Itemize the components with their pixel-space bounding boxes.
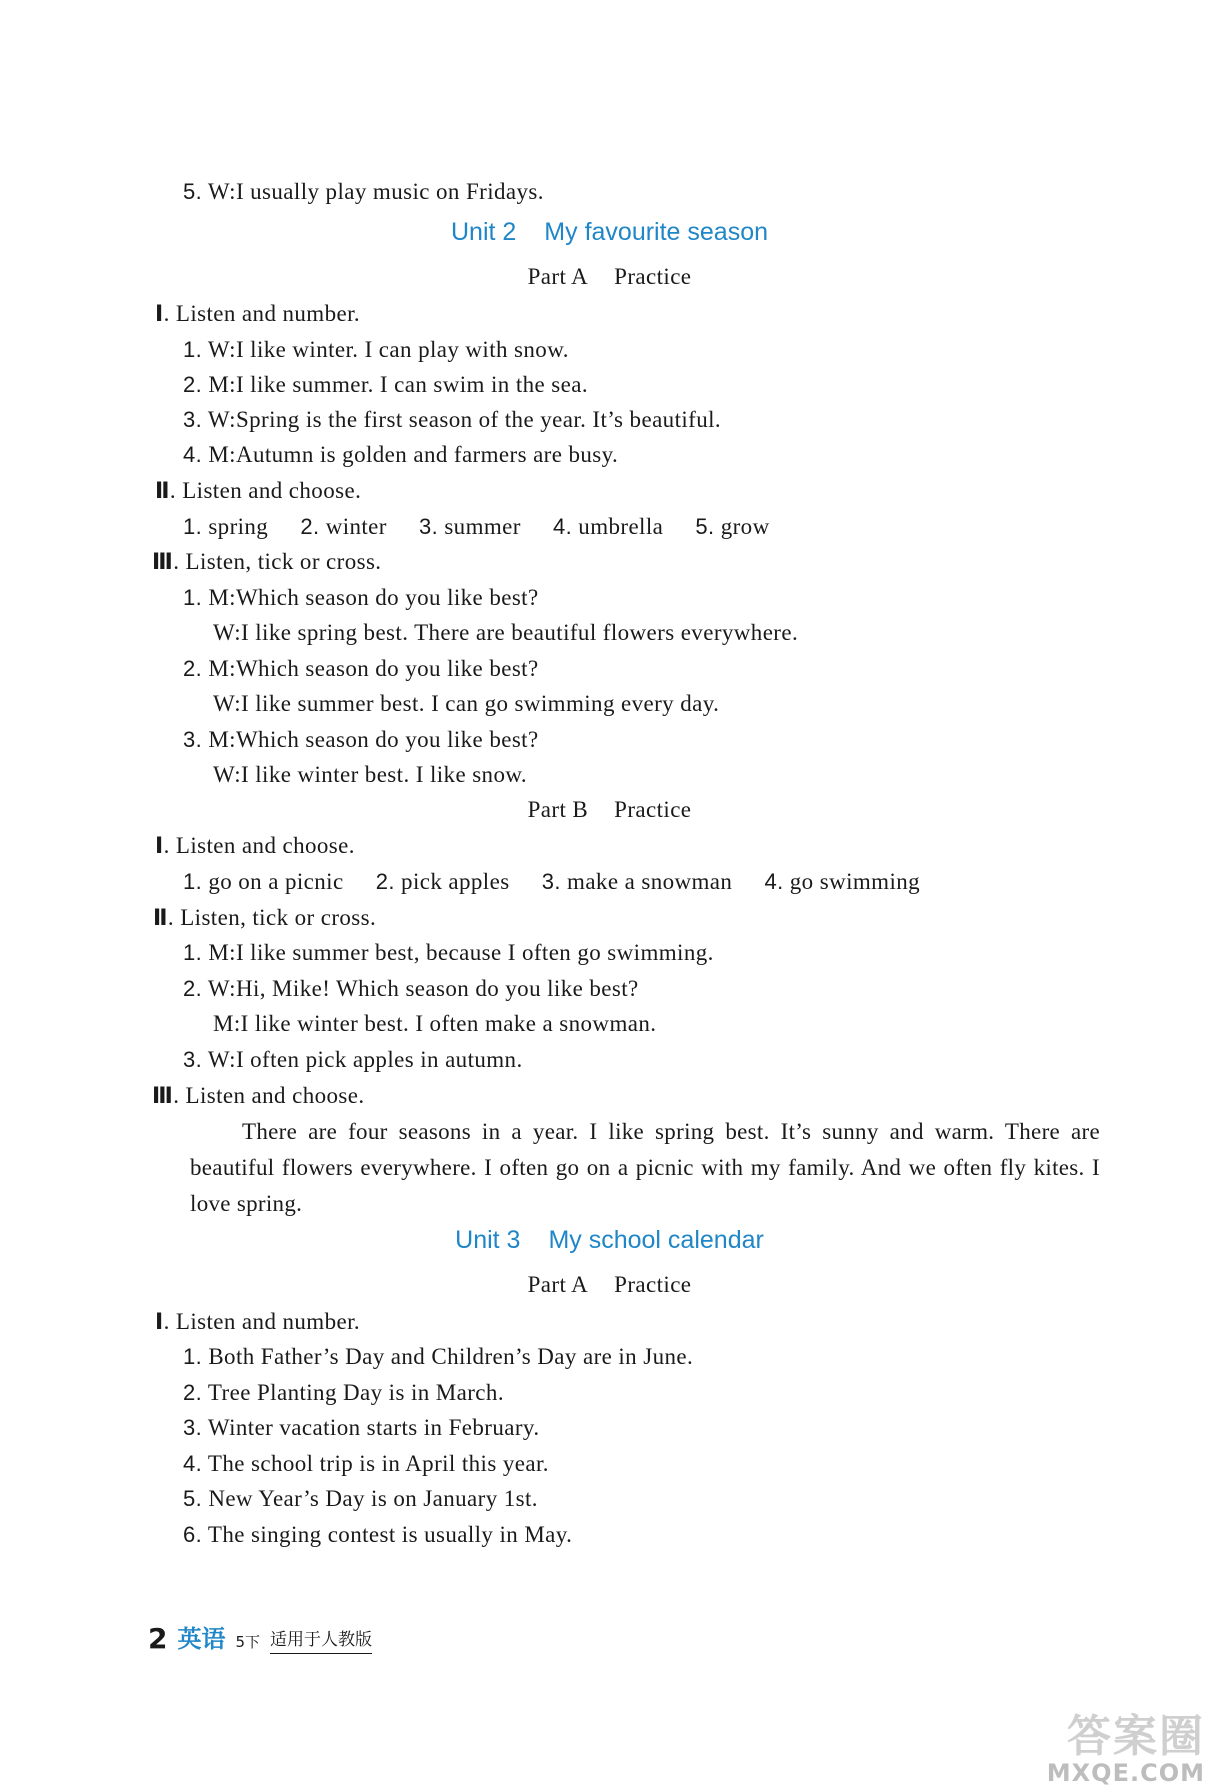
list-item: 1. M:I like summer best, because I often go swimming. [183, 940, 714, 965]
list-item: 6. The singing contest is usually in May. [183, 1522, 573, 1547]
subject-label: 英语 [177, 1625, 226, 1653]
edition-label: 适用于人教版 [270, 1628, 372, 1654]
answer-line: 5. W:I usually play music on Fridays. [183, 179, 544, 204]
list-item: 3. Winter vacation starts in February. [183, 1415, 540, 1440]
grade-label: 5下 [235, 1633, 261, 1651]
section-heading: Ⅰ. Listen and number. [155, 301, 361, 327]
answer-row: 1. go on a picnic 2. pick apples 3. make a snowman 4. go swimming [183, 869, 921, 894]
list-item: 2. W:Hi, Mike! Which season do you like best? [183, 976, 639, 1001]
page-footer [148, 1620, 372, 1654]
part-heading: Part A Practice [527, 264, 692, 289]
page-number: 2 [148, 1622, 168, 1655]
list-item: 4. M:Autumn is golden and farmers are busy. [183, 442, 619, 467]
list-item-reply: W:I like summer best. I can go swimming every day. [213, 691, 720, 716]
part-heading: Part A Practice [527, 1272, 692, 1297]
list-item: 1. Both Father’s Day and Children’s Day are in June. [183, 1344, 694, 1369]
unit-heading: Unit 3 My school calendar [455, 1226, 764, 1254]
list-item: 2. Tree Planting Day is in March. [183, 1380, 504, 1405]
list-item: 1. M:Which season do you like best? [183, 585, 539, 610]
list-item: 2. M:I like summer. I can swim in the sea. [183, 372, 589, 397]
list-item: 5. New Year’s Day is on January 1st. [183, 1486, 538, 1511]
section-heading: Ⅱ. Listen, tick or cross. [153, 905, 377, 931]
unit-heading: Unit 2 My favourite season [450, 218, 769, 246]
part-heading: Part B Practice [527, 797, 692, 822]
section-heading: Ⅲ. Listen and choose. [152, 1083, 365, 1109]
answer-row: 1. spring 2. winter 3. summer 4. umbrella 5. grow [183, 514, 770, 539]
section-heading: Ⅲ. Listen, tick or cross. [152, 549, 382, 575]
listening-passage: There are four seasons in a year. I like spring best. It’s sunny and warm. There are beautiful flowers everywhere. I often go on a picnic with my family. And we often fly kites. I love spring. [190, 1119, 1100, 1216]
list-item: 3. W:Spring is the first season of the year. It’s beautiful. [183, 407, 722, 432]
list-item: 3. M:Which season do you like best? [183, 727, 539, 752]
site-watermark: 答案圈 MXQE.COM [1046, 1711, 1205, 1787]
list-item: 1. W:I like winter. I can play with snow. [183, 337, 569, 362]
list-item: 4. The school trip is in April this year. [183, 1451, 549, 1476]
section-heading: Ⅰ. Listen and choose. [155, 833, 355, 859]
section-heading: Ⅰ. Listen and number. [155, 1309, 361, 1335]
section-heading: Ⅱ. Listen and choose. [155, 478, 362, 504]
list-item-reply: W:I like winter best. I like snow. [213, 762, 528, 787]
list-item-reply: M:I like winter best. I often make a snowman. [213, 1011, 657, 1036]
list-item: 2. M:Which season do you like best? [183, 656, 539, 681]
list-item: 3. W:I often pick apples in autumn. [183, 1047, 523, 1072]
list-item-reply: W:I like spring best. There are beautiful flowers everywhere. [213, 620, 799, 645]
